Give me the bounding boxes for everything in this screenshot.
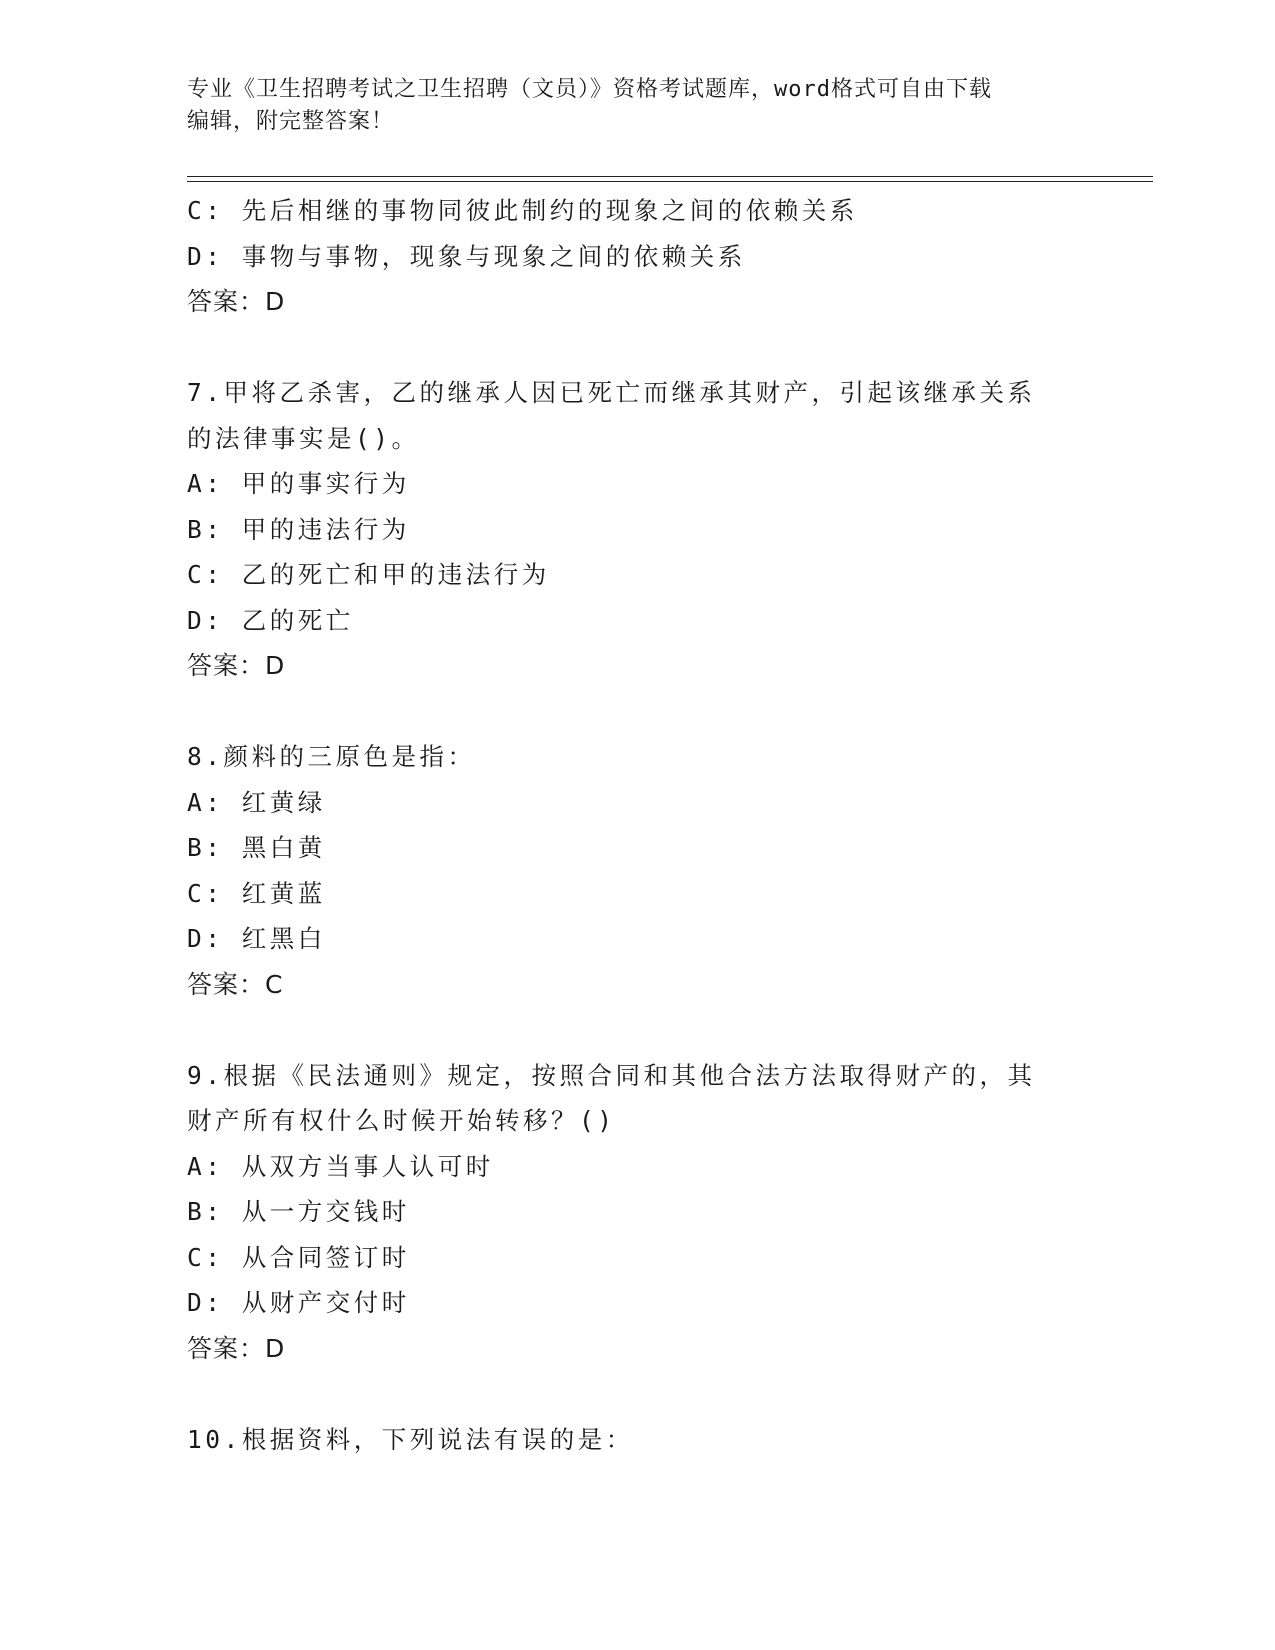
question-9	[187, 1053, 1107, 1372]
header-divider-bottom	[187, 181, 1153, 182]
header-line-1: 专业《卫生招聘考试之卫生招聘（文员）》资格考试题库，word格式可自由下载	[187, 77, 992, 102]
option-d: D: 乙的死亡	[187, 605, 354, 635]
option-d: D: 事物与事物，现象与现象之间的依赖关系	[187, 241, 746, 271]
option-b: B: 甲的违法行为	[187, 514, 410, 544]
option-c: C: 先后相继的事物同彼此制约的现象之间的依赖关系	[187, 196, 858, 225]
document-header	[187, 74, 1067, 138]
spacer	[187, 325, 1107, 371]
question-stem-line: 财产所有权什么时候开始转移？()	[187, 1106, 616, 1135]
question-10	[187, 1417, 1107, 1463]
question-stem-line: 8.颜料的三原色是指：	[187, 742, 476, 771]
option-c: C: 从合同签订时	[187, 1242, 410, 1272]
header-line-2: 编辑，附完整答案！	[187, 109, 395, 134]
prev-question	[187, 188, 1107, 325]
header-divider-top	[187, 176, 1153, 177]
question-7	[187, 370, 1107, 689]
answer-line: 答案：C	[187, 969, 284, 999]
question-8	[187, 734, 1107, 1007]
question-list	[187, 188, 1107, 1462]
option-c: C: 乙的死亡和甲的违法行为	[187, 560, 550, 589]
question-stem-line: 9.根据《民法通则》规定，按照合同和其他合法方法取得财产的，其	[187, 1060, 1036, 1090]
option-a: A: 从双方当事人认可时	[187, 1151, 494, 1181]
option-b: B: 黑白黄	[187, 833, 326, 862]
question-stem-line: 的法律事实是()。	[187, 423, 420, 453]
spacer	[187, 1007, 1107, 1053]
answer-line: 答案：D	[187, 287, 286, 316]
answer-line: 答案：D	[187, 651, 286, 680]
option-d: D: 从财产交付时	[187, 1288, 410, 1317]
spacer	[187, 689, 1107, 735]
option-a: A: 红黄绿	[187, 787, 326, 817]
option-d: D: 红黑白	[187, 924, 326, 953]
answer-line: 答案：D	[187, 1333, 286, 1363]
question-stem-line: 10.根据资料，下列说法有误的是：	[187, 1424, 634, 1454]
spacer	[187, 1371, 1107, 1417]
option-b: B: 从一方交钱时	[187, 1197, 410, 1226]
option-a: A: 甲的事实行为	[187, 469, 410, 498]
question-stem-line: 7.甲将乙杀害，乙的继承人因已死亡而继承其财产，引起该继承关系	[187, 378, 1036, 407]
option-c: C: 红黄蓝	[187, 878, 326, 908]
